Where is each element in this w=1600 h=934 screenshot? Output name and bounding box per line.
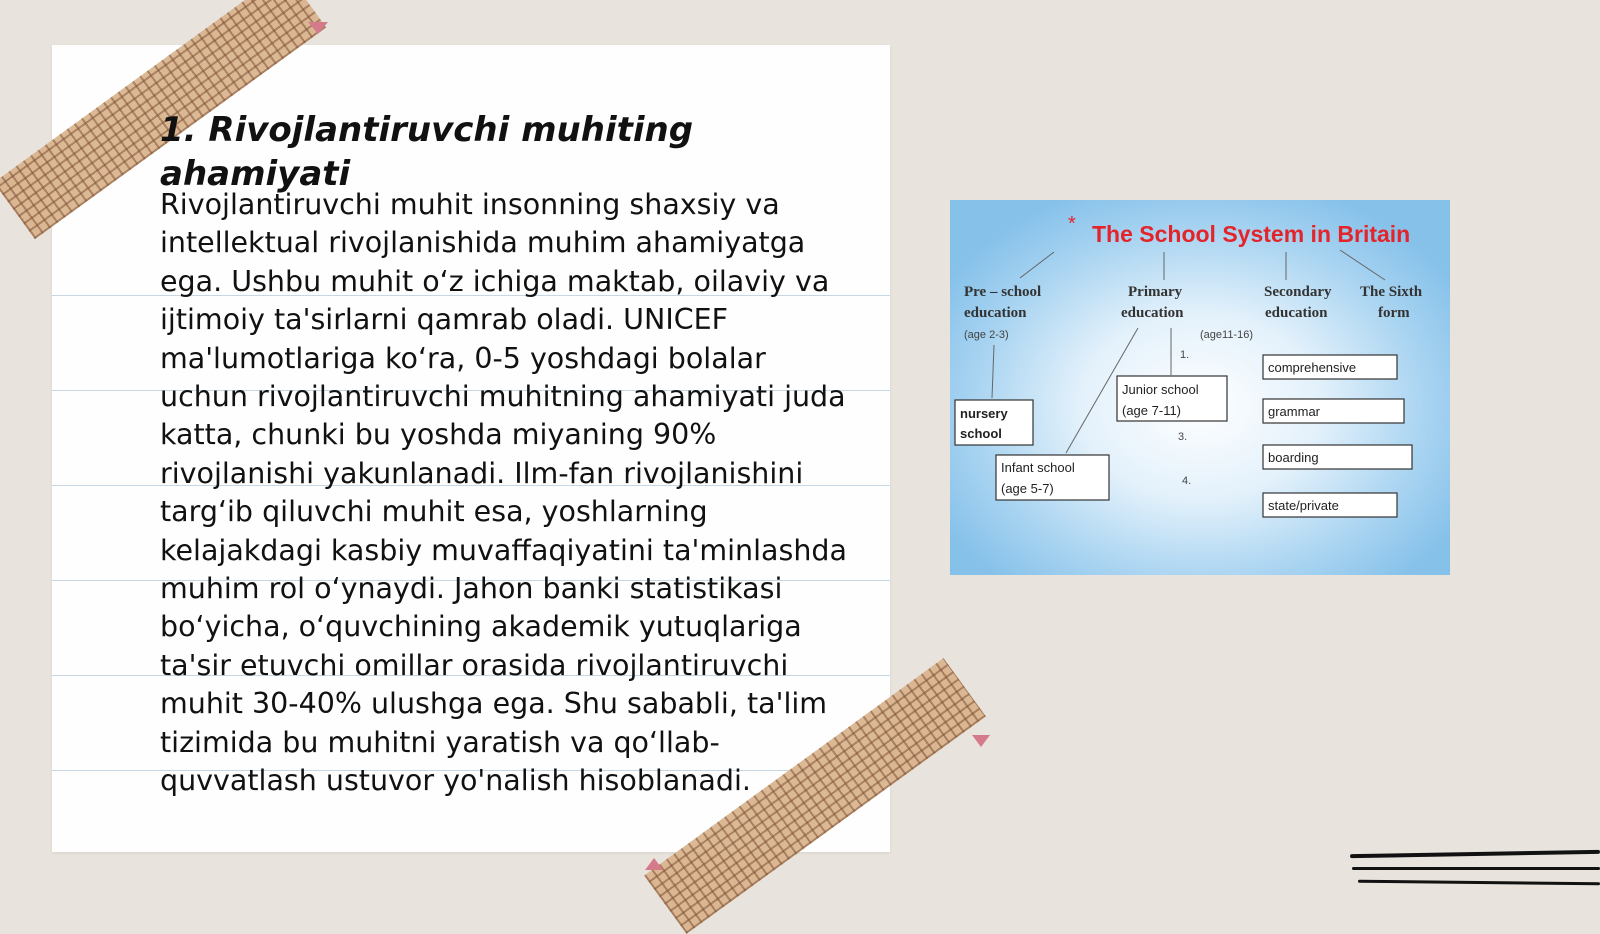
- school-system-diagram: [950, 200, 1450, 575]
- infant-label-1: Infant school: [1001, 460, 1075, 475]
- decorative-stroke: [1350, 850, 1600, 858]
- junior-label-1: Junior school: [1122, 382, 1199, 397]
- junior-label-2: (age 7-11): [1122, 403, 1182, 418]
- connector-line: [1340, 250, 1385, 280]
- secondary-type-boarding: boarding: [1268, 450, 1319, 465]
- slide-title: 1. Rivojlantiruvchi muhiting ahamiyati: [160, 110, 694, 194]
- heading-sixth-line2: form: [1378, 305, 1410, 321]
- connector-line: [992, 345, 994, 398]
- secondary-type-grammar: grammar: [1268, 404, 1321, 419]
- heading-secondary-line2: education: [1265, 305, 1328, 321]
- heading-sixth-line1: The Sixth: [1360, 284, 1423, 300]
- decorative-stroke: [1352, 867, 1600, 870]
- heading-primary-line2: education: [1121, 305, 1184, 321]
- connector-line: [1020, 252, 1054, 278]
- decorative-stroke: [1358, 880, 1600, 886]
- number-label: 4.: [1182, 475, 1192, 487]
- age-preschool: (age 2-3): [964, 329, 1009, 341]
- diagram-title: The School System in Britain: [1092, 221, 1411, 247]
- nursery-label-2: school: [960, 426, 1002, 441]
- diagram-svg: [950, 200, 1450, 575]
- heading-preschool-line2: education: [964, 305, 1027, 321]
- heading-preschool-line1: Pre – school: [964, 284, 1042, 300]
- age-secondary: (age11-16): [1200, 329, 1253, 341]
- heading-primary-line1: Primary: [1128, 284, 1183, 300]
- tape-top-left-tip: [308, 22, 328, 34]
- number-label: 3.: [1178, 431, 1188, 443]
- nursery-label-1: nursery: [960, 406, 1008, 421]
- tape-bottom-right-tip-lower: [645, 858, 663, 870]
- secondary-type-state-private: state/private: [1268, 498, 1339, 513]
- diagram-asterisk: *: [1068, 213, 1076, 235]
- infant-label-2: (age 5-7): [1001, 481, 1054, 496]
- tape-bottom-right-tip: [972, 735, 990, 747]
- number-label: 1.: [1180, 349, 1190, 361]
- heading-secondary-line1: Secondary: [1264, 284, 1332, 300]
- slide-body-text: Rivojlantiruvchi muhit insonning shaxsiy va intellektual rivojlanishida muhim ahamiyatga ega. Ushbu muhit o‘z ichiga maktab, oilaviy va ijtimoiy ta'sirlarni qamrab oladi. UNICEF ma'lumotlariga ko‘ra, 0-5 yoshdagi bolalar uchun rivojlantiruvchi muhitning ahamiyati juda katta, chunki bu yoshda miyaning 90% rivojlanishi yakunlanadi. Ilm-fan rivojlanishini targ‘ib qiluvchi muhit esa, yoshlarning kelajakdagi kasbiy muvaffaqiyatini ta'minlashda muhim rol o‘ynaydi. Jahon banki statistikasi bo‘yicha, o‘quvchining akademik yutuqlariga ta'sir etuvchi omillar orasida rivojlantiruvchi muhit 30-40% ulushga ega. Shu sababli, ta'lim tizimida bu muhitni yaratish va qo‘llab-quvvatlash ustuvor yo'nalish hisoblanadi.: [160, 188, 847, 798]
- secondary-type-comprehensive: comprehensive: [1268, 360, 1357, 375]
